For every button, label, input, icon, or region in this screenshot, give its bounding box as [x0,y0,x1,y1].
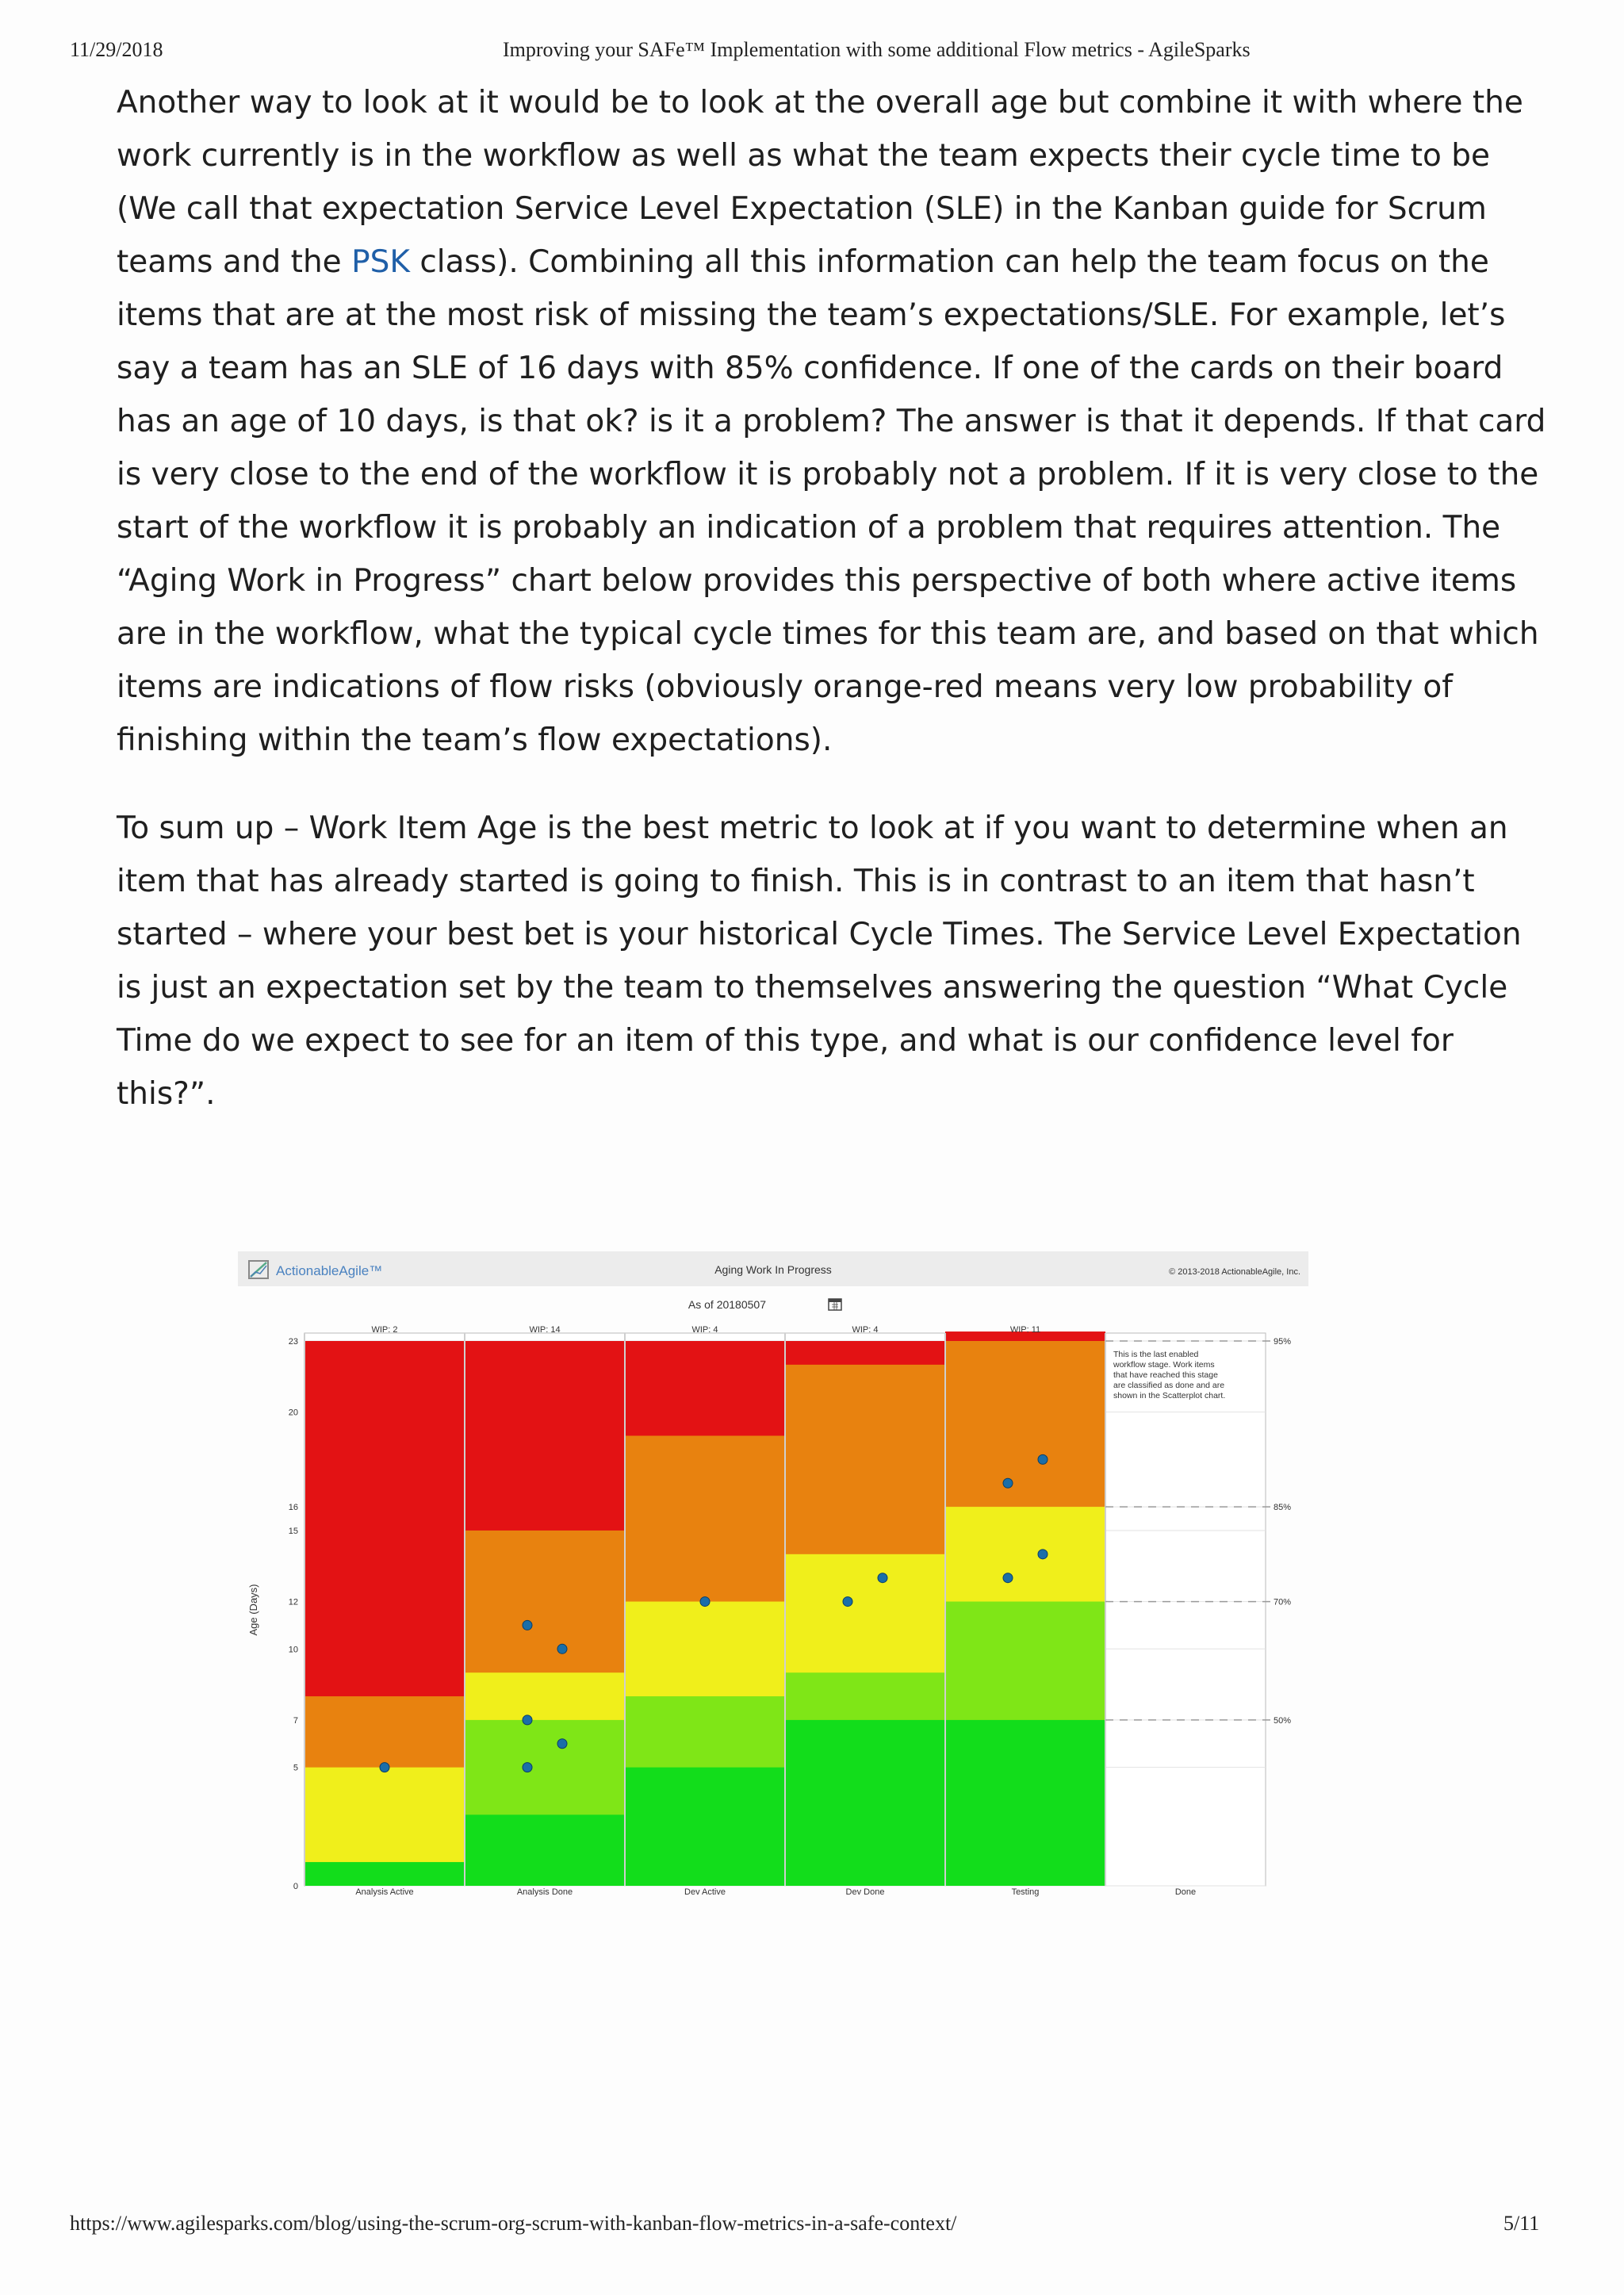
wip-count: WIP: 14 [529,1325,561,1335]
wip-count: WIP: 4 [691,1325,718,1335]
text-fragment: teams and the [117,244,352,280]
print-page-number: 5/11 [1503,2212,1540,2235]
plot-area [289,1325,1291,1897]
y-tick-label: 23 [288,1337,298,1347]
work-item-dot [557,1739,567,1749]
work-item-dot [523,1763,532,1772]
text-line: item that has already started is going to finish. This is in contrast to an item that hasn’t [117,864,1475,899]
done-stage-note-line: This is the last enabled [1113,1350,1199,1359]
column-label: Dev Active [684,1887,726,1897]
brand-name: ActionableAgile™ [276,1263,383,1278]
text-line: this?”. [117,1076,216,1112]
text-line: is just an expectation set by the team to themselves answering the question “What Cycle [117,970,1508,1006]
chart-title: Aging Work In Progress [714,1263,832,1276]
text-line: work currently is in the workflow as well as what the team expects their cycle time to be [117,138,1490,174]
y-tick-label: 5 [293,1763,298,1773]
text-line: are in the workflow, what the typical cycle times for this team are, and based on that which [117,616,1539,652]
percentile-label: 50% [1274,1715,1292,1726]
text-line: is very close to the end of the workflow it is probably not a problem. If it is very close to the [117,457,1539,492]
percentile-label: 95% [1274,1337,1292,1347]
psk-link[interactable]: PSK [351,244,410,280]
print-date: 11/29/2018 [70,38,163,61]
percentile-band-green [465,1814,625,1886]
work-item-dot [878,1573,887,1583]
print-page-title: Improving your SAFe™ Implementation with some additional Flow metrics - AgileSparks [503,38,1251,61]
work-item-dot [1003,1478,1013,1488]
chart-copyright: © 2013-2018 ActionableAgile, Inc. [1169,1267,1300,1277]
percentile-band-green [945,1720,1105,1886]
y-tick-label: 15 [288,1526,298,1536]
done-stage-note-line: workflow stage. Work items [1113,1360,1215,1370]
work-item-dot [1003,1573,1013,1583]
y-tick-label: 16 [288,1503,298,1513]
y-tick-label: 12 [288,1597,298,1607]
text-line: “Aging Work in Progress” chart below provides this perspective of both where active items [117,563,1517,599]
work-item-dot [523,1715,532,1725]
wip-count: WIP: 11 [1009,1325,1041,1335]
text-line: items that are at the most risk of missing the team’s expectations/SLE. For example, let’s [117,297,1506,333]
text-line: (We call that expectation Service Level Expectation (SLE) in the Kanban guide for Scrum [117,191,1487,227]
work-item-dot [1038,1454,1048,1464]
done-stage-note-line: that have reached this stage [1113,1370,1218,1380]
text-fragment: class). Combining all this information can help the team focus on the [409,244,1489,280]
as-of-date: As of 20180507 [688,1298,766,1311]
percentile-band-green [785,1720,945,1886]
work-item-dot [380,1763,389,1772]
column-label: Analysis Active [355,1887,414,1897]
y-tick-label: 10 [288,1645,298,1655]
y-tick-label: 0 [293,1882,298,1891]
percentile-label: 70% [1274,1597,1292,1607]
text-line: start of the workflow it is probably an indication of a problem that requires attention. The [117,510,1501,546]
done-stage-note-line: shown in the Scatterplot chart. [1113,1391,1226,1400]
text-line: say a team has an SLE of 16 days with 85% confidence. If one of the cards on their board [117,351,1503,386]
work-item-dot [1038,1550,1048,1559]
percentile-band-green [304,1862,465,1886]
y-tick-label: 20 [288,1408,298,1418]
work-item-dot [523,1620,532,1630]
column-label: Done [1174,1887,1197,1897]
percentile-label: 85% [1274,1503,1292,1513]
text-line: has an age of 10 days, is that ok? is it a problem? The answer is that it depends. If that card [117,404,1546,439]
y-tick-label: 7 [293,1715,298,1726]
text-line: Time do we expect to see for an item of this type, and what is our confidence level for [117,1023,1454,1059]
wip-count: WIP: 2 [371,1325,398,1335]
aging-wip-chart [238,1251,1308,1902]
done-stage-note-line: are classified as done and are [1113,1381,1225,1390]
text-line: items are indications of flow risks (obviously orange-red means very low probability of [117,669,1453,705]
article-paragraph-sle [117,76,1546,767]
print-footer-url: https://www.agilesparks.com/blog/using-the-scrum-org-scrum-with-kanban-flow-metrics-in-a-safe-context/ [70,2212,957,2235]
text-line: started – where your best bet is your historical Cycle Times. The Service Level Expectation [117,917,1522,952]
text-line: Another way to look at it would be to look at the overall age but combine it with where the [117,85,1523,121]
text-line: finishing within the team’s flow expectations). [117,722,833,758]
text-line: To sum up – Work Item Age is the best metric to look at if you want to determine when an [117,810,1508,846]
calendar-icon[interactable] [829,1299,841,1310]
column-label: Analysis Done [516,1887,573,1897]
wip-count: WIP: 4 [852,1325,879,1335]
y-axis-label: Age (Days) [247,1584,259,1636]
percentile-band-green [625,1768,785,1886]
column-label: Dev Done [845,1887,885,1897]
column-label: Testing [1011,1887,1040,1897]
work-item-dot [843,1597,852,1607]
text-line-with-link [117,236,1489,289]
article-paragraph-summary [117,802,1522,1121]
work-item-dot [557,1644,567,1653]
work-item-dot [700,1597,710,1607]
